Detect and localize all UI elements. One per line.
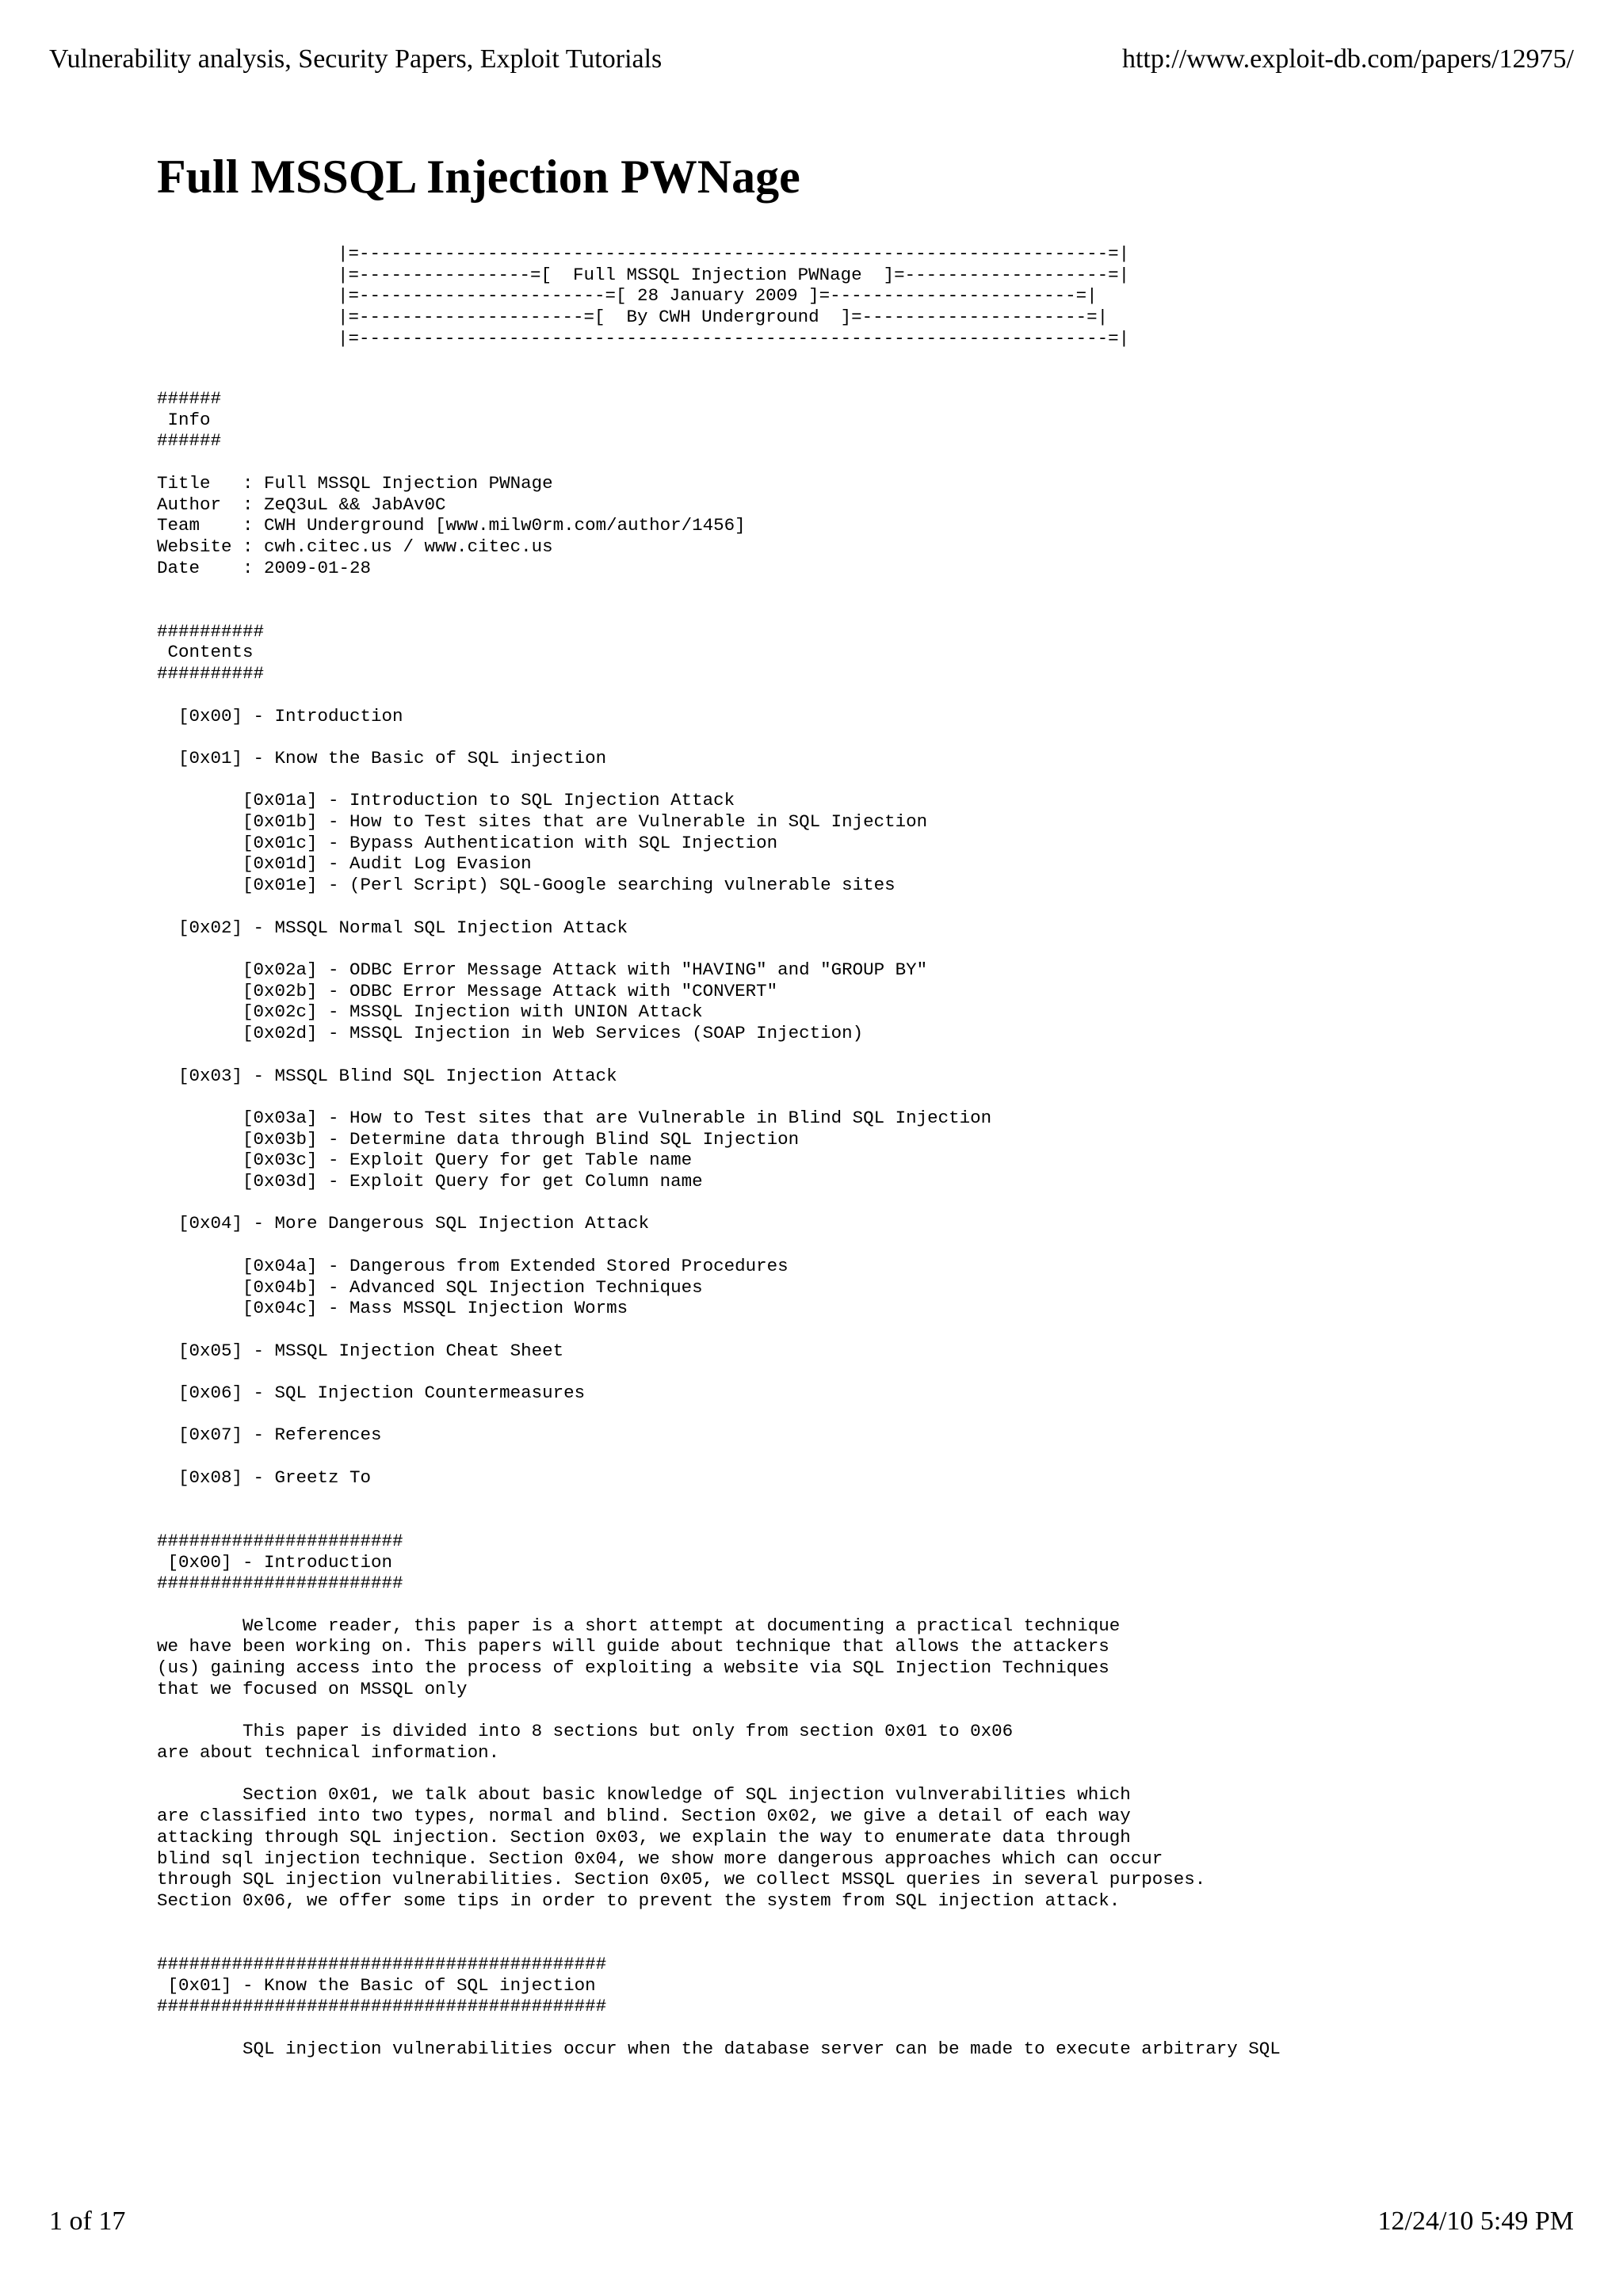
page-number: 1 of 17 <box>49 2206 126 2236</box>
title-banner: |=----------------------------------------------------------------------=| |=----------------=[ Full MSSQL Injection PWNage ]=-------------------=| |=-----------------------=[ 28 January 2009 ]=-----------------------=| |=---------------------=[ By CWH Underground ]=---------------------=| |=----------------------------------------------------------------------=| <box>338 243 1130 349</box>
header-site-title: Vulnerability analysis, Security Papers, Exploit Tutorials <box>49 44 663 74</box>
header-url: http://www.exploit-db.com/papers/12975/ <box>1121 44 1574 74</box>
document-body: ###### Info ###### Title : Full MSSQL Injection PWNage Author : ZeQ3uL && JabAv0C Team : CWH Underground [www.milw0rm.com/author/1456] Website : cwh.citec.us / www.citec.us Date : 2009-01-28 ########## Contents ########## [0x00] - Introduction [0x01] - Know the Basic of SQL injection [0x01a] - Introduction to SQL Injection Attack [0x01b] - How to Test sites that are Vulnerable in SQL Injection [0x01c] - Bypass Authentication with SQL Injection [0x01d] - Audit Log Evasion [0x01e] - (Perl Script) SQL-Google searching vulnerable sites [0x02] - MSSQL Normal SQL Injection Attack [0x02a] - ODBC Error Message Attack with "HAVING" and "GROUP BY" [0x02b] - ODBC Error Message Attack with "CONVERT" [0x02c] - MSSQL Injection with UNION Attack [0x02d] - MSSQL Injection in Web Services (SOAP Injection) [0x03] - MSSQL Blind SQL Injection Attack [0x03a] - How to Test sites that are Vulnerable in Blind SQL Injection [0x03b] - Determine data through Blind SQL Injection [0x03c] - Exploit Query for get Table name [0x03d] - Exploit Query for get Column name [0x04] - More Dangerous SQL Injection Attack [0x04a] - Dangerous from Extended Stored Procedures [0x04b] - Advanced SQL Injection Techniques [0x04c] - Mass MSSQL Injection Worms [0x05] - MSSQL Injection Cheat Sheet [0x06] - SQL Injection Countermeasures [0x07] - References [0x08] - Greetz To ####################### [0x00] - Introduction ####################### Welcome reader, this paper is a short attempt at documenting a practical technique we have been working on. This papers will guide about technique that allows the attackers (us) gaining access into the process of exploiting a website via SQL Injection Techniques that we focused on MSSQL only This paper is divided into 8 sections but only from section 0x01 to 0x06 are about technical information. Section 0x01, we talk about basic knowledge of SQL injection vulnverabilities which are classified into two types, normal and blind. Section 0x02, we give a detail of each way attacking through SQL injection. Section 0x03, we explain the way to enumerate data through blind sql injection technique. Section 0x04, we show more dangerous approaches which can occur through SQL injection vulnerabilities. Section 0x05, we collect MSSQL queries in several purposes. Section 0x06, we offer some tips in order to prevent the system from SQL injection attack. ########################################## [0x01] - Know the Basic of SQL injection ########################################## SQL injection vulnerabilities occur when the database server can be made to execute arbitrary SQL <box>157 388 1281 2059</box>
print-timestamp: 12/24/10 5:49 PM <box>1377 2206 1574 2236</box>
page-title: Full MSSQL Injection PWNage <box>157 151 800 203</box>
